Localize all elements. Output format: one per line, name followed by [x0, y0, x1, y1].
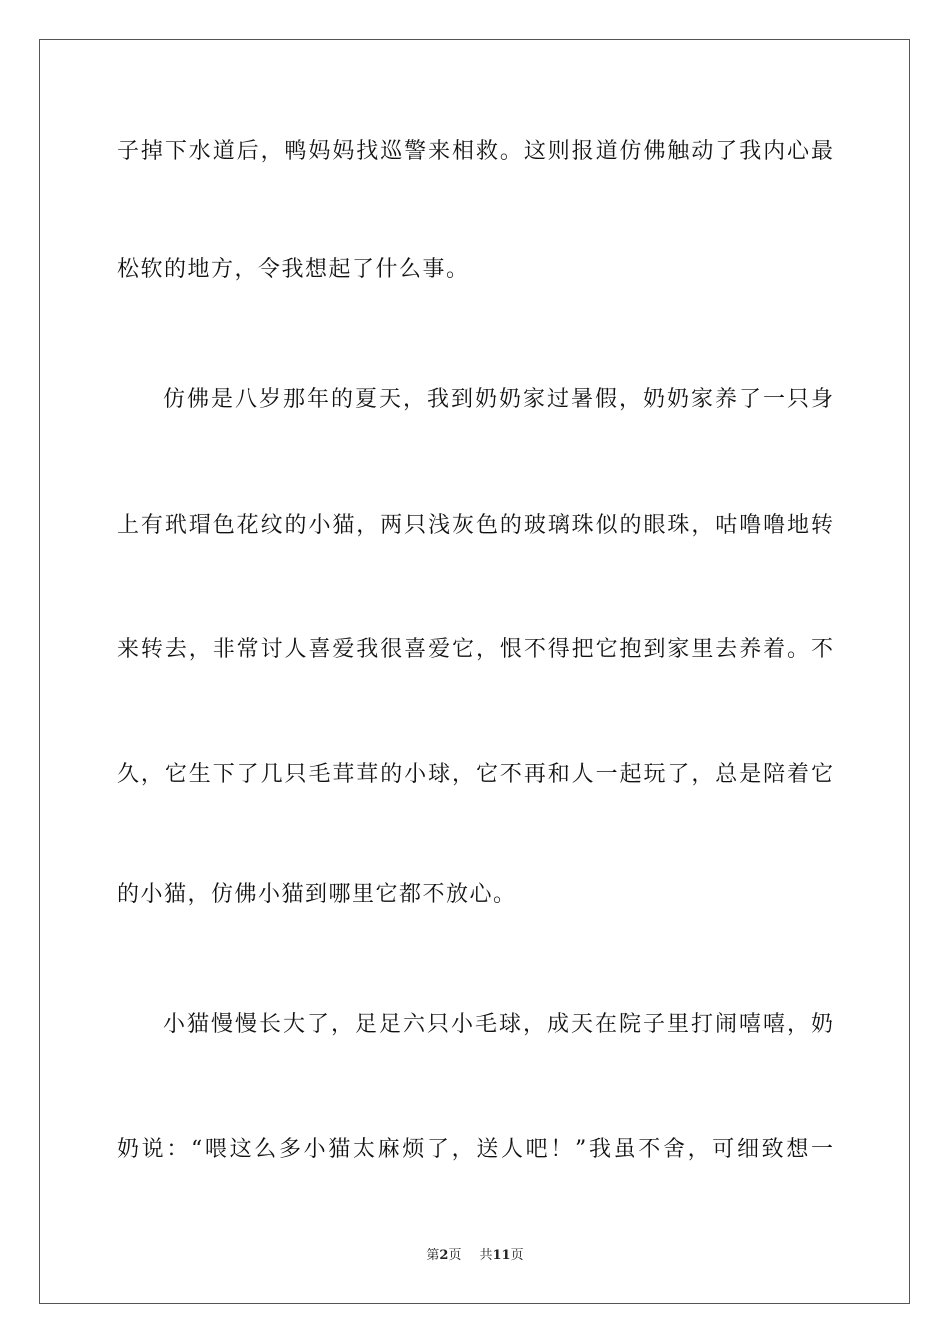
text-line-6: 久，它生下了几只毛茸茸的小球，它不再和人一起玩了，总是陪着它 — [117, 762, 833, 787]
text-line-7: 的小猫，仿佛小猫到哪里它都不放心。 — [117, 882, 517, 907]
text-line-2: 松软的地方，令我想起了什么事。 — [117, 257, 470, 282]
text-line-5: 来转去，非常讨人喜爱我很喜爱它，恨不得把它抱到家里去养着。不 — [117, 637, 833, 662]
text-line-8: 小猫慢慢长大了，足足六只小毛球，成天在院子里打闹嘻嘻，奶 — [163, 1012, 833, 1037]
text-line-1: 子掉下水道后，鸭妈妈找巡警来相救。这则报道仿佛触动了我内心最 — [117, 139, 833, 164]
text-line-9: 奶说：“喂这么多小猫太麻烦了，送人吧！”我虽不舍，可细致想一 — [117, 1137, 833, 1162]
page-footer — [0, 1247, 950, 1265]
total-prefix: 共 — [479, 1248, 493, 1263]
page-suffix: 页 — [448, 1248, 462, 1263]
page-border — [39, 39, 910, 1304]
page-number: 2 — [439, 1248, 449, 1263]
total-pages: 11 — [492, 1248, 511, 1263]
total-suffix: 页 — [510, 1248, 524, 1263]
page-prefix: 第 — [426, 1248, 440, 1263]
text-line-4: 上有玳瑁色花纹的小猫，两只浅灰色的玻璃珠似的眼珠，咕噜噜地转 — [117, 513, 833, 538]
text-line-3: 仿佛是八岁那年的夏天，我到奶奶家过暑假，奶奶家养了一只身 — [163, 387, 833, 412]
